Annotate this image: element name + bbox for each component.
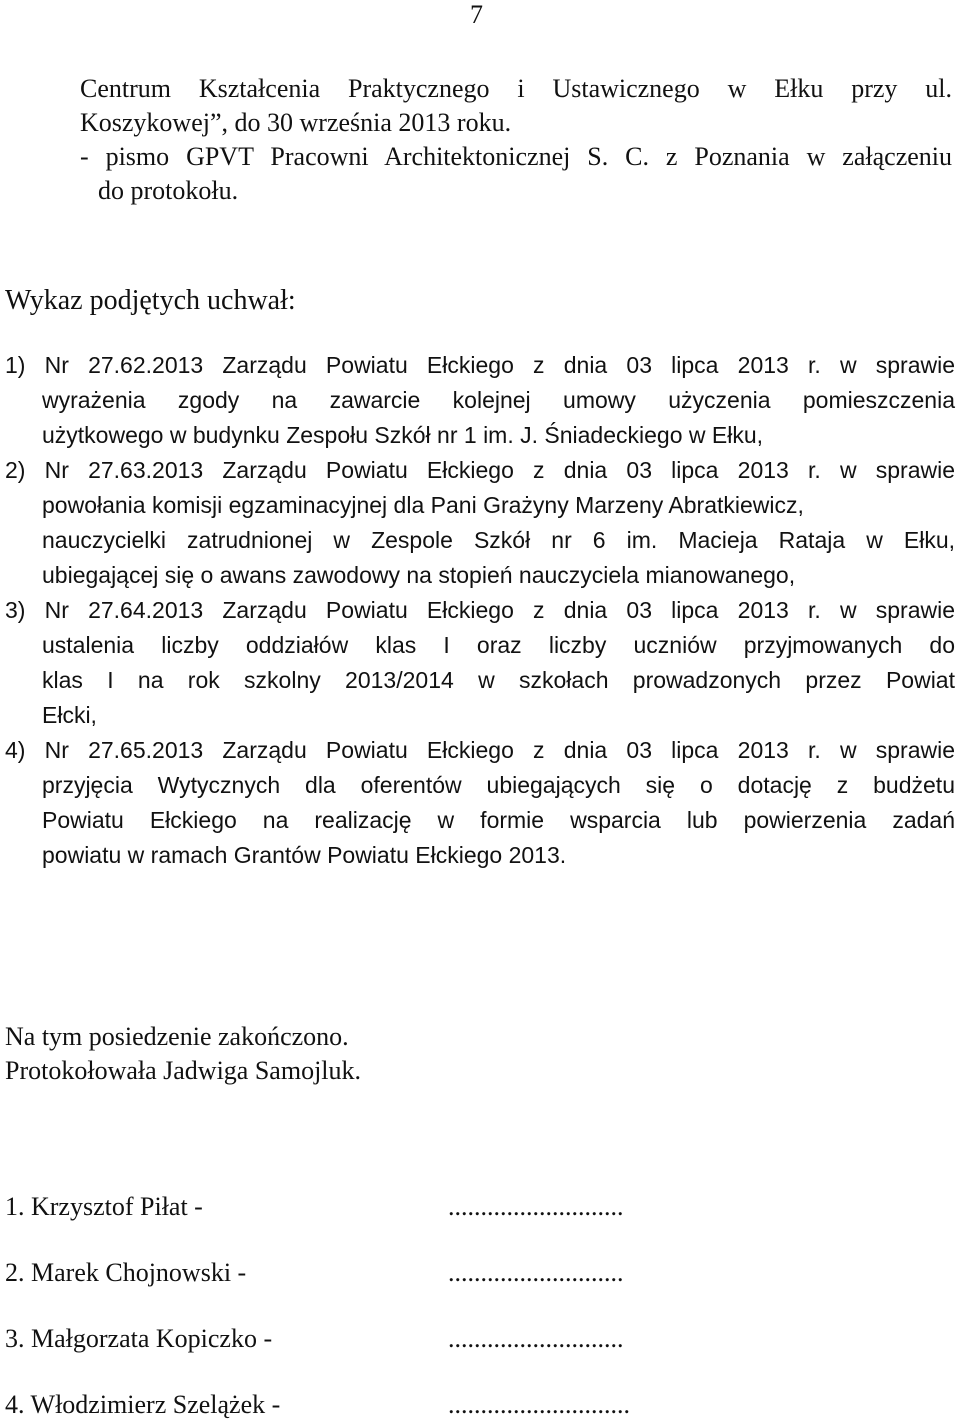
intro-line-3: - pismo GPVT Pracowni Architektonicznej S. C. z Poznania w załączeniu [80,142,952,171]
resolution-4-line-4: powiatu w ramach Grantów Powiatu Ełckiego 2013. [42,842,567,868]
signature-name: 1. Krzysztof Piłat - [5,1192,203,1221]
resolution-1-line-2: wyrażenia zgody na zawarcie kolejnej umowy użyczenia pomieszczenia [42,387,955,413]
signature-line: ........................... [448,1258,624,1287]
resolution-4-line-3: Powiatu Ełckiego na realizację w formie wsparcia lub powierzenia zadań [42,807,955,833]
signature-name: 3. Małgorzata Kopiczko - [5,1324,273,1353]
resolution-2-line-1: 2) Nr 27.63.2013 Zarządu Powiatu Ełckiego z dnia 03 lipca 2013 r. w sprawie [5,457,955,483]
signature-line: ............................ [448,1390,630,1419]
intro-line-4: do protokołu. [98,176,239,205]
resolution-3-line-3: klas I na rok szkolny 2013/2014 w szkołach prowadzonych przez Powiat [42,667,955,693]
resolution-3-line-1: 3) Nr 27.64.2013 Zarządu Powiatu Ełckiego z dnia 03 lipca 2013 r. w sprawie [5,597,955,623]
intro-line-2: Koszykowej”, do 30 września 2013 roku. [80,108,512,137]
signature-name: 2. Marek Chojnowski - [5,1258,247,1287]
intro-line-1: Centrum Kształcenia Praktycznego i Ustawicznego w Ełku przy ul. [80,74,952,103]
resolution-4-line-2: przyjęcia Wytycznych dla oferentów ubiegających się o dotację z budżetu [42,772,955,798]
closing-line-1: Na tym posiedzenie zakończono. [5,1022,349,1051]
resolutions-heading: Wykaz podjętych uchwał: [5,285,296,316]
closing-line-2: Protokołowała Jadwiga Samojluk. [5,1056,362,1085]
resolution-1-line-1: 1) Nr 27.62.2013 Zarządu Powiatu Ełckiego z dnia 03 lipca 2013 r. w sprawie [5,352,955,378]
resolution-2-line-4: ubiegającej się o awans zawodowy na stopień nauczyciela mianowanego, [42,562,796,588]
resolution-2-line-2: powołania komisji egzaminacyjnej dla Pani Grażyny Marzeny Abratkiewicz, [42,492,804,518]
resolution-4-line-1: 4) Nr 27.65.2013 Zarządu Powiatu Ełckiego z dnia 03 lipca 2013 r. w sprawie [5,737,955,763]
signature-line: ........................... [448,1192,624,1221]
resolution-1-line-3: użytkowego w budynku Zespołu Szkół nr 1 im. J. Śniadeckiego w Ełku, [42,422,764,448]
page-number: 7 [470,0,483,29]
resolution-3-line-4: Ełcki, [42,702,97,728]
signature-name: 4. Włodzimierz Szelążek - [5,1390,281,1419]
resolution-2-line-3: nauczycielki zatrudnionej w Zespole Szkół nr 6 im. Macieja Rataja w Ełku, [42,527,955,553]
signature-line: ........................... [448,1324,624,1353]
resolution-3-line-2: ustalenia liczby oddziałów klas I oraz liczby uczniów przyjmowanych do [42,632,955,658]
